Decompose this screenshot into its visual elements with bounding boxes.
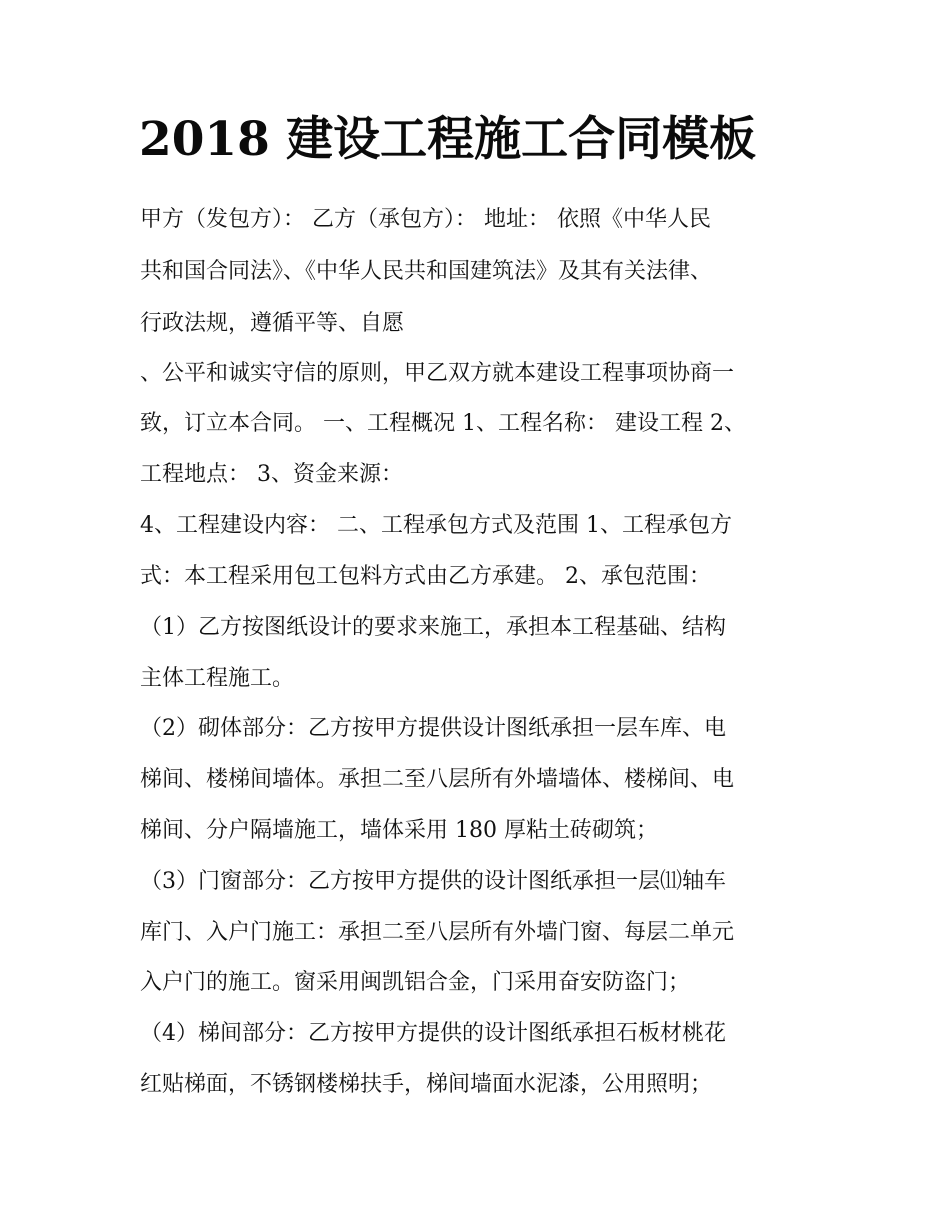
body-line: 梯间、分户隔墙施工，墙体采用 180 厚粘土砖砌筑； <box>140 818 658 843</box>
body-line: 4、工程建设内容： 二、工程承包方式及范围 1、工程承包方 <box>140 513 732 538</box>
body-line: 红贴梯面，不锈钢楼梯扶手，梯间墙面水泥漆，公用照明； <box>140 1072 713 1097</box>
body-line: 工程地点： 3、资金来源： <box>140 462 403 487</box>
body-line: 、公平和诚实守信的原则，甲乙双方就本建设工程事项协商一 <box>140 361 735 386</box>
document-title: 2018 建设工程施工合同模板 <box>139 112 757 167</box>
body-line: 致，订立本合同。 一、工程概况 1、工程名称： 建设工程 2、 <box>140 411 746 436</box>
body-line: 共和国合同法》、《中华人民共和国建筑法》及其有关法律、 <box>140 259 713 284</box>
body-line: （1）乙方按图纸设计的要求来施工，承担本工程基础、结构 <box>140 615 726 640</box>
body-line: 梯间、楼梯间墙体。承担二至八层所有外墙墙体、楼梯间、电 <box>140 767 735 792</box>
body-line: 行政法规，遵循平等、自愿 <box>140 311 405 336</box>
body-line: 库门、入户门施工：承担二至八层所有外墙门窗、每层二单元 <box>140 920 735 945</box>
body-line: 甲方（发包方）： 乙方（承包方）： 地址： 依照《中华人民 <box>140 207 711 232</box>
body-line: 主体工程施工。 <box>140 666 295 691</box>
body-line: 式：本工程采用包工包料方式由乙方承建。 2、承包范围： <box>140 564 711 589</box>
body-line: （3）门窗部分：乙方按甲方提供的设计图纸承担一层⑾轴车 <box>140 869 726 894</box>
body-line: （2）砌体部分：乙方按甲方提供设计图纸承担一层车库、电 <box>140 716 726 741</box>
body-line: （4）梯间部分：乙方按甲方提供的设计图纸承担石板材桃花 <box>140 1021 726 1046</box>
body-line: 入户门的施工。窗采用闽凯铝合金，门采用奋安防盗门； <box>140 970 691 995</box>
